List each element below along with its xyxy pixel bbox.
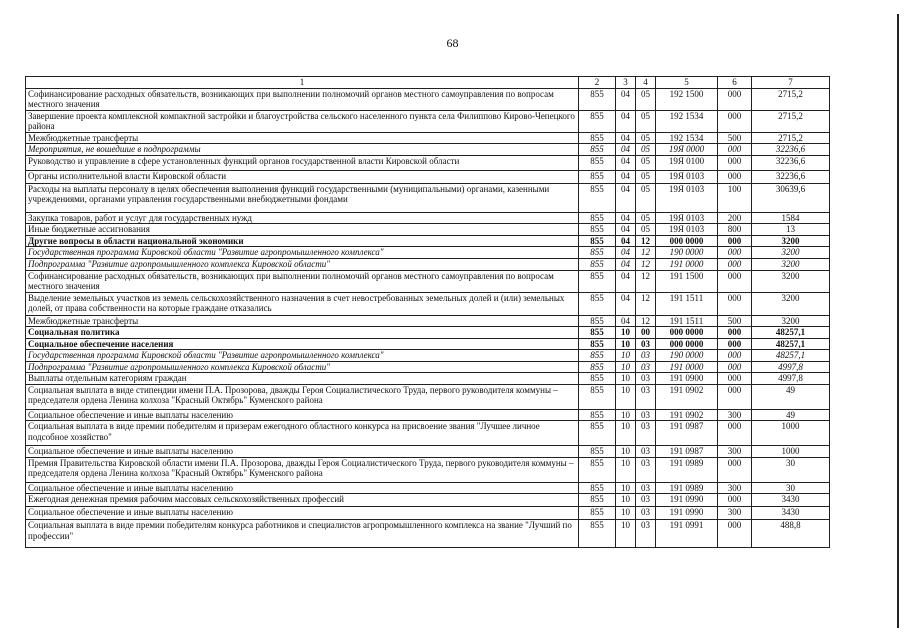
section-code-cell: 10	[616, 446, 636, 458]
row-name-cell: Премия Правительства Кировской области имени П.А. Прозорова, дважды Героя Социалистического Труда, первого руководителя коммуны – председателя ордена Ленина колхоза "Красный Октябрь" Куменского района	[26, 457, 579, 482]
subsection-code-cell: 03	[636, 350, 656, 362]
table-row	[26, 482, 830, 494]
admin-code-cell: 855	[579, 494, 616, 507]
section-code-cell: 04	[616, 144, 636, 156]
subsection-code-cell: 05	[636, 110, 656, 132]
expense-type-cell: 000	[718, 247, 752, 259]
budget-table	[25, 76, 830, 548]
admin-code-cell: 855	[579, 247, 616, 259]
expense-type-cell: 800	[718, 224, 752, 236]
admin-code-cell: 855	[579, 88, 616, 110]
row-name-cell: Закупка товаров, работ и услуг для государственных нужд	[26, 212, 579, 224]
subsection-code-cell: 05	[636, 132, 656, 144]
target-article-cell: 191 0989	[656, 482, 718, 494]
admin-code-cell: 855	[579, 421, 616, 446]
admin-code-cell: 855	[579, 144, 616, 156]
subsection-code-cell: 05	[636, 224, 656, 236]
row-name-cell: Подпрограмма "Развитие агропромышленного комплекса Кировской области"	[26, 361, 579, 373]
expense-type-cell: 000	[718, 457, 752, 482]
table-row	[26, 224, 830, 236]
section-code-cell: 04	[616, 132, 636, 144]
section-code-cell: 04	[616, 110, 636, 132]
amount-cell: 49	[752, 409, 830, 421]
admin-code-cell: 855	[579, 384, 616, 409]
page-edge-line	[897, 14, 899, 628]
amount-cell: 30	[752, 457, 830, 482]
section-code-cell: 04	[616, 235, 636, 247]
column-header: 4	[636, 77, 656, 89]
table-row	[26, 235, 830, 247]
row-name-cell: Софинансирование расходных обязательств, возникающих при выполнении полномочий органов местного самоуправления по вопросам местного значения	[26, 270, 579, 292]
target-article-cell: 191 0987	[656, 446, 718, 458]
section-code-cell: 04	[616, 224, 636, 236]
subsection-code-cell: 03	[636, 520, 656, 548]
subsection-code-cell: 03	[636, 507, 656, 520]
target-article-cell: 191 0991	[656, 520, 718, 548]
row-name-cell: Социальное обеспечение и иные выплаты населению	[26, 507, 579, 520]
expense-type-cell: 000	[718, 170, 752, 183]
amount-cell: 3200	[752, 315, 830, 327]
table-row	[26, 270, 830, 292]
table-row	[26, 144, 830, 156]
admin-code-cell: 855	[579, 212, 616, 224]
target-article-cell: 000 0000	[656, 338, 718, 350]
expense-type-cell: 000	[718, 110, 752, 132]
row-name-cell: Выделение земельных участков из земель сельскохозяйственного назначения в счет невостребованных земельных долей и (или) земельных долей, от права собственности на которые граждане отказались	[26, 292, 579, 315]
row-name-cell: Руководство и управление в сфере установленных функций органов государственной власти Кировской области	[26, 155, 579, 170]
section-code-cell: 04	[616, 270, 636, 292]
column-header: 6	[718, 77, 752, 89]
amount-cell: 48257,1	[752, 350, 830, 362]
amount-cell: 3200	[752, 270, 830, 292]
amount-cell: 30639,6	[752, 183, 830, 212]
admin-code-cell: 855	[579, 327, 616, 339]
target-article-cell: 19Я 0000	[656, 144, 718, 156]
admin-code-cell: 855	[579, 350, 616, 362]
amount-cell: 2715,2	[752, 88, 830, 110]
section-code-cell: 10	[616, 350, 636, 362]
section-code-cell: 10	[616, 482, 636, 494]
table-row	[26, 110, 830, 132]
amount-cell: 2715,2	[752, 110, 830, 132]
amount-cell: 3200	[752, 247, 830, 259]
row-name-cell: Социальная выплата в виде премии победителям конкурса работников и специалистов агропромышленного комплекса на звание "Лучший по профессии"	[26, 520, 579, 548]
target-article-cell: 191 0000	[656, 361, 718, 373]
row-name-cell: Завершение проекта комплексной компактной застройки и благоустройства сельского населенного пункта села Филиппово Кирово-Чепецкого района	[26, 110, 579, 132]
target-article-cell: 192 1534	[656, 132, 718, 144]
expense-type-cell: 000	[718, 361, 752, 373]
row-name-cell: Межбюджетные трансферты	[26, 315, 579, 327]
expense-type-cell: 500	[718, 132, 752, 144]
expense-type-cell: 000	[718, 327, 752, 339]
section-code-cell: 04	[616, 170, 636, 183]
target-article-cell: 19Я 0103	[656, 183, 718, 212]
table-row	[26, 292, 830, 315]
table-row	[26, 373, 830, 385]
table-row	[26, 507, 830, 520]
row-name-cell: Выплаты отдельным категориям граждан	[26, 373, 579, 385]
admin-code-cell: 855	[579, 224, 616, 236]
target-article-cell: 192 1500	[656, 88, 718, 110]
target-article-cell: 191 1511	[656, 292, 718, 315]
target-article-cell: 19Я 0100	[656, 155, 718, 170]
amount-cell: 32236,6	[752, 170, 830, 183]
expense-type-cell: 000	[718, 88, 752, 110]
subsection-code-cell: 00	[636, 327, 656, 339]
column-header: 5	[656, 77, 718, 89]
admin-code-cell: 855	[579, 155, 616, 170]
admin-code-cell: 855	[579, 132, 616, 144]
admin-code-cell: 855	[579, 259, 616, 271]
section-code-cell: 10	[616, 507, 636, 520]
expense-type-cell: 000	[718, 421, 752, 446]
subsection-code-cell: 03	[636, 338, 656, 350]
amount-cell: 3200	[752, 259, 830, 271]
admin-code-cell: 855	[579, 446, 616, 458]
row-name-cell: Другие вопросы в области национальной экономики	[26, 235, 579, 247]
subsection-code-cell: 12	[636, 292, 656, 315]
row-name-cell: Социальное обеспечение населения	[26, 338, 579, 350]
column-header: 7	[752, 77, 830, 89]
subsection-code-cell: 03	[636, 373, 656, 385]
expense-type-cell: 000	[718, 259, 752, 271]
target-article-cell: 191 0989	[656, 457, 718, 482]
amount-cell: 1000	[752, 446, 830, 458]
amount-cell: 30	[752, 482, 830, 494]
row-name-cell: Государственная программа Кировской области "Развитие агропромышленного комплекса"	[26, 247, 579, 259]
target-article-cell: 190 0000	[656, 247, 718, 259]
target-article-cell: 191 0000	[656, 259, 718, 271]
table-row	[26, 247, 830, 259]
column-header: 1	[26, 77, 579, 89]
expense-type-cell: 200	[718, 212, 752, 224]
admin-code-cell: 855	[579, 315, 616, 327]
table-row	[26, 338, 830, 350]
admin-code-cell: 855	[579, 507, 616, 520]
amount-cell: 1000	[752, 421, 830, 446]
admin-code-cell: 855	[579, 457, 616, 482]
table-row	[26, 327, 830, 339]
row-name-cell: Ежегодная денежная премия рабочим массовых сельскохозяйственных профессий	[26, 494, 579, 507]
subsection-code-cell: 03	[636, 421, 656, 446]
column-header: 2	[579, 77, 616, 89]
subsection-code-cell: 03	[636, 482, 656, 494]
admin-code-cell: 855	[579, 373, 616, 385]
subsection-code-cell: 12	[636, 259, 656, 271]
expense-type-cell: 300	[718, 409, 752, 421]
section-code-cell: 04	[616, 212, 636, 224]
table-row	[26, 170, 830, 183]
target-article-cell: 000 0000	[656, 327, 718, 339]
section-code-cell: 04	[616, 183, 636, 212]
subsection-code-cell: 03	[636, 361, 656, 373]
column-header: 3	[616, 77, 636, 89]
admin-code-cell: 855	[579, 183, 616, 212]
expense-type-cell: 000	[718, 350, 752, 362]
amount-cell: 3200	[752, 292, 830, 315]
admin-code-cell: 855	[579, 292, 616, 315]
target-article-cell: 191 1511	[656, 315, 718, 327]
section-code-cell: 10	[616, 520, 636, 548]
row-name-cell: Межбюджетные трансферты	[26, 132, 579, 144]
expense-type-cell: 300	[718, 507, 752, 520]
section-code-cell: 10	[616, 494, 636, 507]
section-code-cell: 04	[616, 155, 636, 170]
subsection-code-cell: 03	[636, 494, 656, 507]
target-article-cell: 191 0987	[656, 421, 718, 446]
amount-cell: 1584	[752, 212, 830, 224]
section-code-cell: 10	[616, 409, 636, 421]
amount-cell: 13	[752, 224, 830, 236]
section-code-cell: 10	[616, 338, 636, 350]
amount-cell: 49	[752, 384, 830, 409]
amount-cell: 3430	[752, 494, 830, 507]
amount-cell: 488,8	[752, 520, 830, 548]
expense-type-cell: 100	[718, 183, 752, 212]
table-row	[26, 457, 830, 482]
subsection-code-cell: 03	[636, 409, 656, 421]
admin-code-cell: 855	[579, 170, 616, 183]
target-article-cell: 000 0000	[656, 235, 718, 247]
subsection-code-cell: 12	[636, 315, 656, 327]
table-row	[26, 520, 830, 548]
admin-code-cell: 855	[579, 270, 616, 292]
target-article-cell: 192 1534	[656, 110, 718, 132]
target-article-cell: 19Я 0103	[656, 224, 718, 236]
target-article-cell: 191 0902	[656, 409, 718, 421]
section-code-cell: 10	[616, 384, 636, 409]
expense-type-cell: 500	[718, 315, 752, 327]
admin-code-cell: 855	[579, 520, 616, 548]
expense-type-cell: 000	[718, 494, 752, 507]
row-name-cell: Социальное обеспечение и иные выплаты населению	[26, 482, 579, 494]
table-header-row	[26, 77, 830, 89]
admin-code-cell: 855	[579, 361, 616, 373]
row-name-cell: Органы исполнительной власти Кировской области	[26, 170, 579, 183]
subsection-code-cell: 12	[636, 247, 656, 259]
subsection-code-cell: 05	[636, 155, 656, 170]
table-row	[26, 409, 830, 421]
admin-code-cell: 855	[579, 338, 616, 350]
expense-type-cell: 000	[718, 338, 752, 350]
table-row	[26, 421, 830, 446]
section-code-cell: 04	[616, 247, 636, 259]
subsection-code-cell: 05	[636, 212, 656, 224]
table-row	[26, 132, 830, 144]
table-row	[26, 88, 830, 110]
expense-type-cell: 000	[718, 144, 752, 156]
amount-cell: 4997,8	[752, 361, 830, 373]
admin-code-cell: 855	[579, 482, 616, 494]
target-article-cell: 19Я 0103	[656, 212, 718, 224]
row-name-cell: Мероприятия, не вошедшие в подпрограммы	[26, 144, 579, 156]
subsection-code-cell: 03	[636, 384, 656, 409]
table-row	[26, 212, 830, 224]
amount-cell: 32236,6	[752, 144, 830, 156]
target-article-cell: 191 1500	[656, 270, 718, 292]
amount-cell: 4997,8	[752, 373, 830, 385]
row-name-cell: Подпрограмма "Развитие агропромышленного комплекса Кировской области"	[26, 259, 579, 271]
target-article-cell: 191 0990	[656, 507, 718, 520]
row-name-cell: Расходы на выплаты персоналу в целях обеспечения выполнения функций государственными (муниципальными) органами, казенными учреждениями, органами управления государственными внебюджетными фондами	[26, 183, 579, 212]
expense-type-cell: 000	[718, 384, 752, 409]
row-name-cell: Государственная программа Кировской области "Развитие агропромышленного комплекса"	[26, 350, 579, 362]
section-code-cell: 10	[616, 457, 636, 482]
amount-cell: 3200	[752, 235, 830, 247]
amount-cell: 48257,1	[752, 338, 830, 350]
table-row	[26, 350, 830, 362]
table-row	[26, 446, 830, 458]
row-name-cell: Иные бюджетные ассигнования	[26, 224, 579, 236]
subsection-code-cell: 12	[636, 270, 656, 292]
row-name-cell: Социальная выплата в виде премии победителям и призерам ежегодного областного конкурса на присвоение звания "Лучшее личное подсобное хозяйство"	[26, 421, 579, 446]
section-code-cell: 04	[616, 292, 636, 315]
expense-type-cell: 000	[718, 520, 752, 548]
subsection-code-cell: 03	[636, 446, 656, 458]
row-name-cell: Социальная политика	[26, 327, 579, 339]
amount-cell: 32236,6	[752, 155, 830, 170]
target-article-cell: 190 0000	[656, 350, 718, 362]
amount-cell: 48257,1	[752, 327, 830, 339]
page-number: 68	[446, 36, 459, 50]
subsection-code-cell: 03	[636, 457, 656, 482]
subsection-code-cell: 05	[636, 144, 656, 156]
admin-code-cell: 855	[579, 409, 616, 421]
subsection-code-cell: 05	[636, 170, 656, 183]
target-article-cell: 19Я 0103	[656, 170, 718, 183]
amount-cell: 2715,2	[752, 132, 830, 144]
expense-type-cell: 300	[718, 482, 752, 494]
row-name-cell: Социальное обеспечение и иные выплаты населению	[26, 446, 579, 458]
section-code-cell: 04	[616, 315, 636, 327]
table-row	[26, 361, 830, 373]
row-name-cell: Социальное обеспечение и иные выплаты населению	[26, 409, 579, 421]
expense-type-cell: 000	[718, 373, 752, 385]
table-row	[26, 384, 830, 409]
row-name-cell: Социальная выплата в виде стипендии имени П.А. Прозорова, дважды Героя Социалистического Труда, первого руководителя коммуны – председателя ордена Ленина колхоза "Красный Октябрь" Куменского района	[26, 384, 579, 409]
table-row	[26, 315, 830, 327]
table-row	[26, 259, 830, 271]
target-article-cell: 191 0990	[656, 494, 718, 507]
table-row	[26, 155, 830, 170]
section-code-cell: 10	[616, 327, 636, 339]
target-article-cell: 191 0900	[656, 373, 718, 385]
amount-cell: 3430	[752, 507, 830, 520]
expense-type-cell: 000	[718, 155, 752, 170]
table-row	[26, 183, 830, 212]
expense-type-cell: 300	[718, 446, 752, 458]
expense-type-cell: 000	[718, 235, 752, 247]
expense-type-cell: 000	[718, 270, 752, 292]
section-code-cell: 04	[616, 88, 636, 110]
subsection-code-cell: 05	[636, 88, 656, 110]
table-row	[26, 494, 830, 507]
section-code-cell: 10	[616, 361, 636, 373]
expense-type-cell: 000	[718, 292, 752, 315]
section-code-cell: 10	[616, 373, 636, 385]
admin-code-cell: 855	[579, 235, 616, 247]
row-name-cell: Софинансирование расходных обязательств, возникающих при выполнении полномочий органов местного самоуправления по вопросам местного значения	[26, 88, 579, 110]
section-code-cell: 04	[616, 259, 636, 271]
target-article-cell: 191 0902	[656, 384, 718, 409]
section-code-cell: 10	[616, 421, 636, 446]
subsection-code-cell: 05	[636, 183, 656, 212]
admin-code-cell: 855	[579, 110, 616, 132]
subsection-code-cell: 12	[636, 235, 656, 247]
